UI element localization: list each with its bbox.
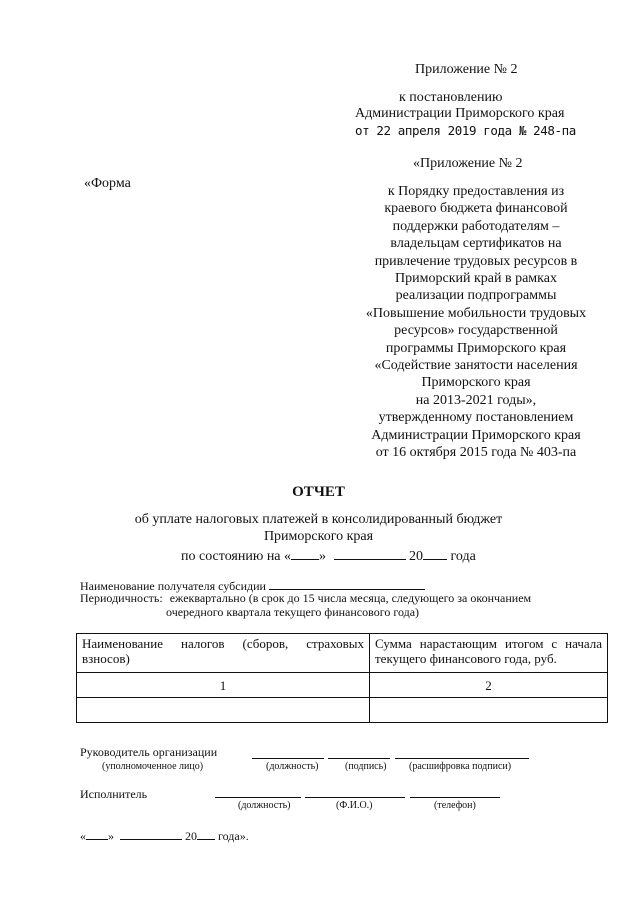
appendix2-line: Администрации Приморского края xyxy=(371,427,581,443)
periodicity-label: Периодичность: xyxy=(80,591,163,605)
appendix2-line: краевого бюджета финансовой xyxy=(384,201,568,217)
appendix2-line: владельцам сертификатов на xyxy=(390,236,562,252)
appendix2-line: «Повышение мобильности трудовых xyxy=(365,305,587,321)
appendix2-text xyxy=(345,183,607,462)
head-decoding-caption: (расшифровка подписи) xyxy=(409,761,512,772)
table-header-row xyxy=(77,634,608,673)
report-as-of xyxy=(181,547,476,565)
date-close-quote: » xyxy=(108,829,114,843)
year-blank[interactable] xyxy=(423,547,447,560)
appendix2-line: Приморский край в рамках xyxy=(395,271,557,287)
date-year-blank[interactable] xyxy=(197,827,215,840)
as-of-suffix: года xyxy=(450,549,476,564)
month-blank[interactable] xyxy=(334,547,406,560)
table-row xyxy=(77,698,608,723)
date-open-quote: « xyxy=(80,829,86,843)
appendix2-line: программы Приморского края xyxy=(385,340,567,356)
date-suffix: года». xyxy=(218,829,249,843)
recipient-field[interactable] xyxy=(269,577,425,590)
col2-header-line2: текущего финансового года, руб. xyxy=(375,651,557,666)
exec-phone-line[interactable] xyxy=(410,797,500,798)
report-subtitle-region: Приморского края xyxy=(263,529,374,544)
col2-header-line1: Сумма нарастающим итогом с начала xyxy=(375,636,602,651)
exec-phone-caption: (телефон) xyxy=(434,800,476,811)
report-title: ОТЧЕТ xyxy=(292,484,345,500)
head-position-caption: (должность) xyxy=(266,761,319,772)
exec-position-line[interactable] xyxy=(215,797,301,798)
appendix-number: Приложение № 2 xyxy=(415,62,518,77)
form-label: «Форма xyxy=(84,176,131,191)
periodicity-row xyxy=(80,591,531,605)
periodicity-value-line2: очередного квартала текущего финансового года) xyxy=(166,605,420,619)
date-line xyxy=(80,827,249,843)
date-day-blank[interactable] xyxy=(86,827,108,840)
as-of-year: 20 xyxy=(409,549,424,564)
col2-header xyxy=(370,634,608,673)
head-decoding-line[interactable] xyxy=(395,758,529,759)
day-blank[interactable] xyxy=(291,547,319,560)
col1-header-line1: Наименование налогов (сборов, страховых xyxy=(82,636,365,651)
appendix2-line: на 2013-2021 годы», xyxy=(415,392,537,408)
report-subtitle: об уплате налоговых платежей в консолидированный бюджет xyxy=(134,512,503,527)
tax-name-cell[interactable] xyxy=(77,698,370,723)
date-year: 20 xyxy=(185,829,197,843)
appendix2-line: от 16 октября 2015 года № 403-па xyxy=(375,445,577,461)
recipient-label: Наименование получателя субсидии xyxy=(80,579,266,593)
appendix2-line: ресурсов» государственной xyxy=(394,323,558,339)
head-sign-caption: (подпись) xyxy=(345,761,387,772)
as-of-prefix: по состоянию на « xyxy=(181,549,292,564)
periodicity-value: ежеквартально (в срок до 15 числа месяца, следующего за окончанием xyxy=(169,591,532,605)
stamp-date: от 22 апреля 2019 года № 248-па xyxy=(355,123,576,138)
appendix2-line: утвержденному постановлением xyxy=(378,410,574,426)
col1-header xyxy=(77,634,370,673)
exec-name-caption: (Ф.И.О.) xyxy=(336,800,373,811)
col2-number: 2 xyxy=(370,673,608,698)
appendix2-line: «Содействие занятости населения xyxy=(374,358,578,374)
col1-number: 1 xyxy=(77,673,370,698)
appendix2-line: поддержки работодателям – xyxy=(392,218,560,234)
to-resolution: к постановлению xyxy=(399,90,503,105)
appendix2-line: к Порядку предоставления из xyxy=(387,184,565,199)
executor-label: Исполнитель xyxy=(80,787,148,801)
exec-name-line[interactable] xyxy=(305,797,405,798)
date-month-blank[interactable] xyxy=(120,827,182,840)
head-position-line[interactable] xyxy=(252,758,324,759)
table-number-row xyxy=(77,673,608,698)
appendix2-line: привлечение трудовых ресурсов в xyxy=(374,253,578,269)
exec-position-caption: (должность) xyxy=(238,800,291,811)
report-table xyxy=(76,633,608,723)
head-sign-line[interactable] xyxy=(328,758,390,759)
administration-name: Администрации Приморского края xyxy=(355,106,565,121)
appendix2-line: реализации подпрограммы xyxy=(395,288,557,304)
col1-header-line2: взносов) xyxy=(82,651,130,666)
head-label: Руководитель организации xyxy=(80,745,218,759)
appendix2-line: Приморского края xyxy=(421,375,531,391)
as-of-mid: » xyxy=(319,549,327,564)
appendix2-title: «Приложение № 2 xyxy=(413,156,523,171)
tax-amount-cell[interactable] xyxy=(370,698,608,723)
head-sublabel: (уполномоченное лицо) xyxy=(102,761,204,772)
